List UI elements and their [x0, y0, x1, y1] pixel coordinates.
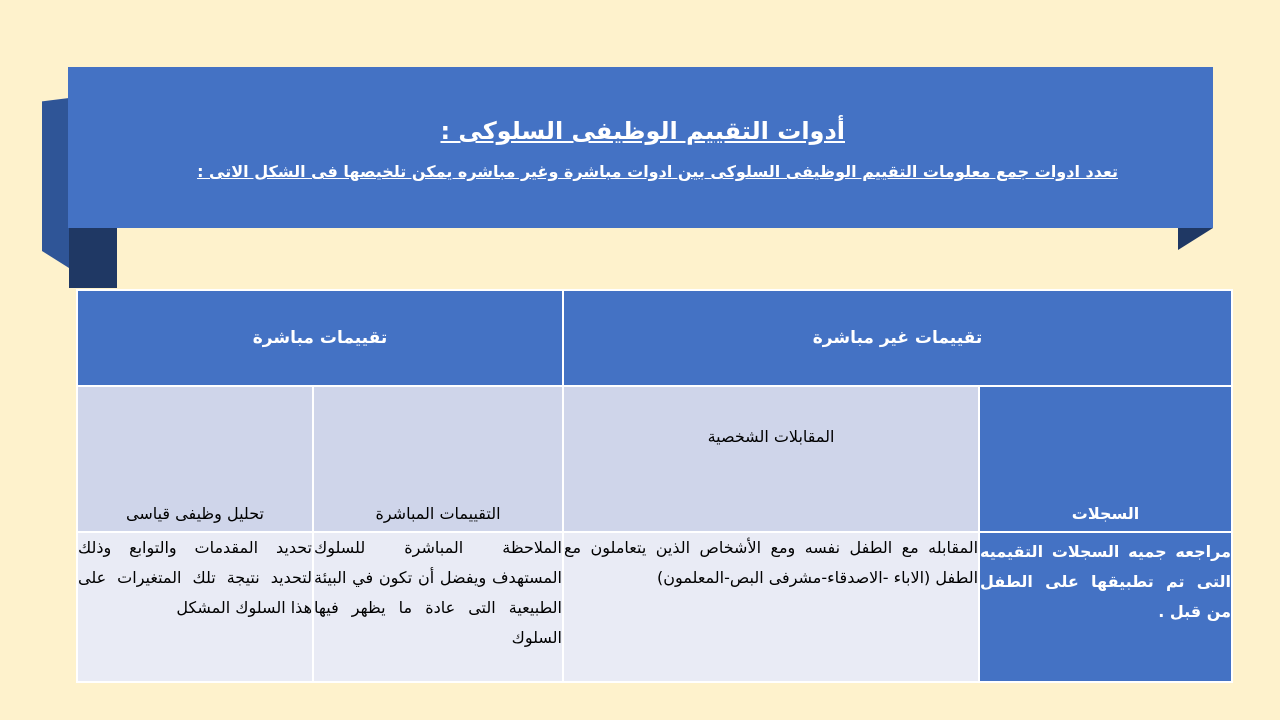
ribbon-fold-left-shadow: [69, 228, 117, 288]
header-direct: تقييمات مباشرة: [77, 290, 563, 386]
table-subheader-row: [77, 386, 1232, 532]
assessment-tools-table: [76, 289, 1233, 683]
title-banner: [68, 67, 1213, 228]
table-header-row: [77, 290, 1232, 386]
subheader-records: السجلات: [979, 386, 1232, 532]
subheader-direct-assessments: التقييمات المباشرة: [313, 386, 563, 532]
subheader-interviews: المقابلات الشخصية: [563, 386, 979, 532]
subheader-functional-analysis: تحليل وظيفى قياسى: [77, 386, 313, 532]
cell-records: مراجعه جميه السجلات التقيميه التى تم تطبيقها على الطفل من قبل .: [979, 532, 1232, 682]
banner-subtitle: تعدد ادوات جمع معلومات التقييم الوظيفى السلوكى بين ادوات مباشرة وغير مباشره يمكن تلخيصها فى الشكل الاتى :: [197, 162, 1118, 181]
header-indirect: تقييمات غير مباشرة: [563, 290, 1232, 386]
cell-interviews: المقابله مع الطفل نفسه ومع الأشخاص الذين يتعاملون مع الطفل (الاباء -الاصدقاء-مشرفى البص-المعلمون): [563, 532, 979, 682]
ribbon-fold-right: [1178, 228, 1213, 250]
cell-functional-analysis: تحديد المقدمات والتوابع وذلك لتحديد نتيجة تلك المتغيرات على هذا السلوك المشكل: [77, 532, 313, 682]
cell-direct-assessments: الملاحظة المباشرة للسلوك المستهدف ويفضل أن تكون في البيئة الطبيعية التى عادة ما يظهر فيها السلوك: [313, 532, 563, 682]
banner-title: أدوات التقييم الوظيفى السلوكى :: [440, 117, 845, 145]
table-body-row: [77, 532, 1232, 682]
ribbon-fold-left: [42, 98, 69, 268]
